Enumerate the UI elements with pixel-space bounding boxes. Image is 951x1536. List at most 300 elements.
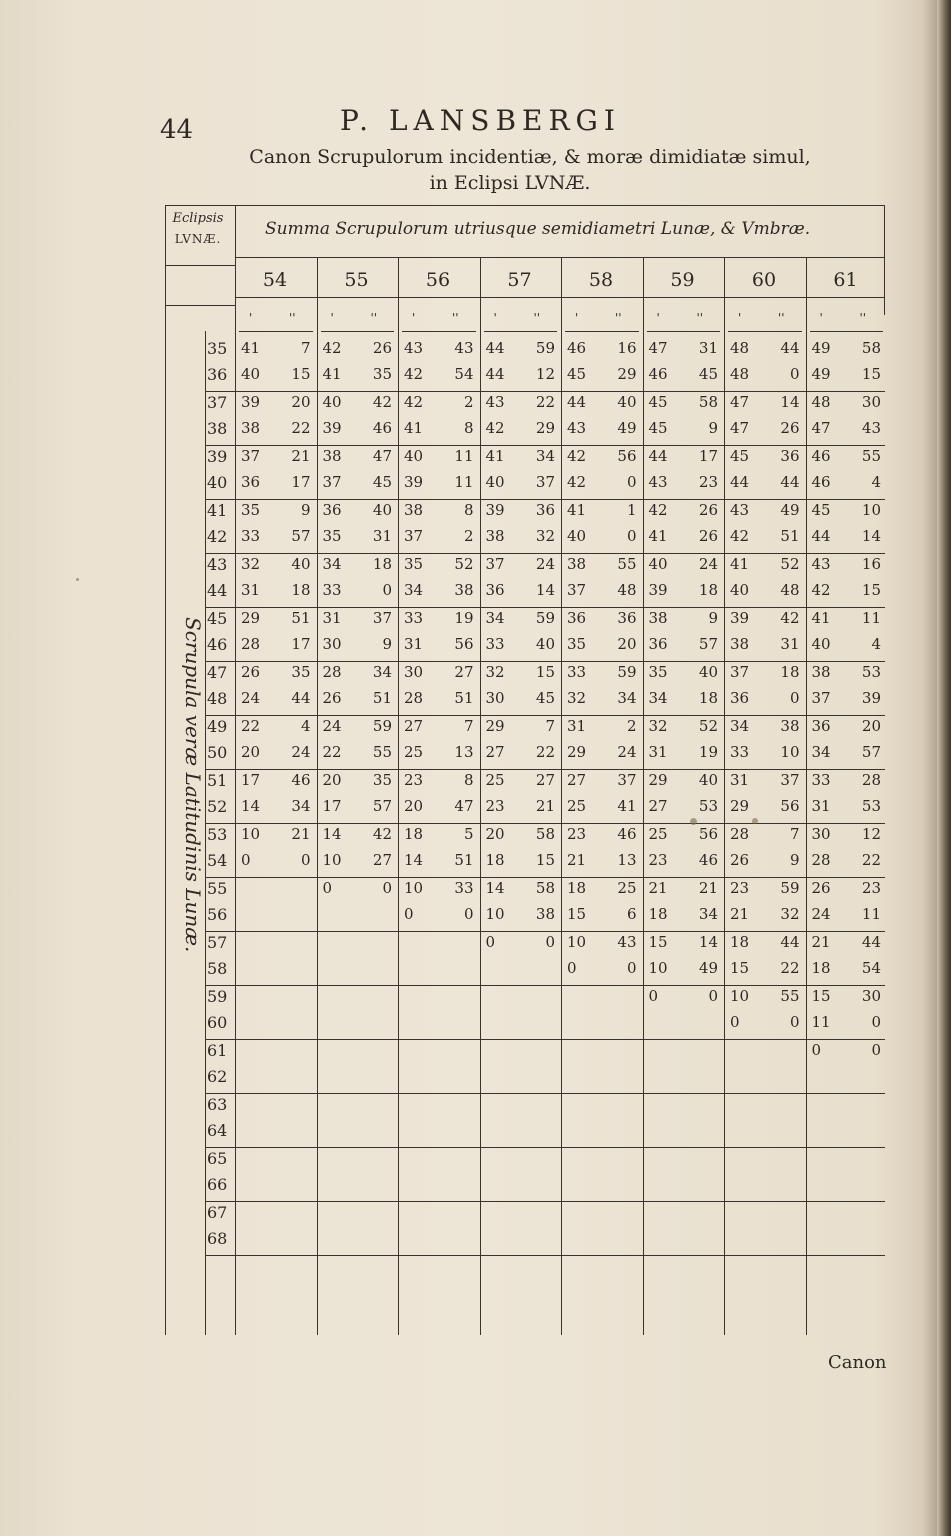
cell-minutes: 36: [322, 501, 342, 519]
cell-minutes: 38: [648, 609, 668, 627]
cell-minutes: 10: [322, 851, 342, 869]
cell-seconds: 59: [780, 879, 800, 897]
cell-seconds: 48: [780, 581, 800, 599]
cell-seconds: 0: [871, 1041, 881, 1059]
cell-seconds: 2: [463, 527, 474, 545]
cell-minutes: 36: [567, 609, 587, 627]
cell-seconds: 9: [708, 419, 718, 437]
cell-seconds: 55: [861, 447, 881, 465]
cell-minutes: 46: [811, 447, 831, 465]
cell-minutes: 23: [485, 797, 505, 815]
cell-seconds: 14: [535, 581, 555, 599]
cell-seconds: 44: [780, 339, 800, 357]
cell-seconds: 37: [617, 771, 637, 789]
cell-minutes: 38: [567, 555, 587, 573]
cell-minutes: 31: [730, 771, 750, 789]
cell-seconds: 21: [291, 825, 311, 843]
canon-table: [165, 205, 885, 1335]
row-label: 63: [207, 1095, 228, 1114]
cell-seconds: 30: [861, 393, 881, 411]
cell-seconds: 4: [871, 635, 881, 653]
cell-seconds: 15: [291, 365, 311, 383]
cell-minutes: 42: [811, 581, 831, 599]
cell-minutes: 40: [485, 473, 505, 491]
cell-minutes: 43: [485, 393, 505, 411]
cell-minutes: 0: [811, 1041, 822, 1059]
cell-seconds: 15: [861, 581, 881, 599]
cell-minutes: 48: [730, 365, 750, 383]
cell-seconds: 22: [861, 851, 881, 869]
rule-row-pair-num: [205, 823, 235, 824]
cell-minutes: 29: [730, 797, 750, 815]
cell-seconds: 31: [372, 527, 392, 545]
corner-label-line-2: LVNÆ.: [174, 232, 222, 246]
rule-unit: [565, 331, 639, 332]
cell-seconds: 55: [372, 743, 392, 761]
rule-row-pair: [235, 985, 885, 986]
cell-minutes: 33: [811, 771, 831, 789]
cell-minutes: 37: [241, 447, 261, 465]
cell-seconds: 22: [535, 393, 555, 411]
cell-minutes: 27: [567, 771, 587, 789]
cell-seconds: 0: [626, 959, 637, 977]
cell-seconds: 23: [861, 879, 881, 897]
cell-seconds: 56: [698, 825, 718, 843]
cell-minutes: 40: [730, 581, 750, 599]
cell-seconds: 24: [698, 555, 718, 573]
cell-seconds: 29: [535, 419, 555, 437]
cell-seconds: 46: [372, 419, 392, 437]
row-label: 65: [207, 1149, 228, 1168]
cell-minutes: 47: [730, 393, 750, 411]
cell-minutes: 38: [241, 419, 261, 437]
cell-seconds: 40: [698, 663, 718, 681]
cell-minutes: 34: [648, 689, 668, 707]
cell-minutes: 42: [322, 339, 342, 357]
cell-minutes: 44: [485, 339, 505, 357]
cell-minutes: 48: [811, 393, 831, 411]
cell-seconds: 0: [382, 581, 392, 599]
table-title-line-2: in Eclipsi LVNÆ.: [429, 172, 591, 194]
cell-minutes: 15: [567, 905, 587, 923]
cell-seconds: 59: [617, 663, 637, 681]
rule-row-pair: [235, 553, 885, 554]
cell-minutes: 34: [404, 581, 424, 599]
cell-minutes: 23: [567, 825, 587, 843]
row-label: 53: [207, 825, 228, 844]
cell-seconds: 4: [300, 717, 311, 735]
cell-seconds: 26: [698, 527, 718, 545]
rule-corner: [165, 265, 235, 266]
cell-minutes: 44: [648, 447, 668, 465]
cell-minutes: 42: [730, 527, 750, 545]
cell-minutes: 10: [485, 905, 505, 923]
rule-unit: [484, 331, 558, 332]
cell-seconds: 57: [861, 743, 881, 761]
cell-minutes: 29: [485, 717, 505, 735]
cell-seconds: 11: [454, 447, 474, 465]
cell-minutes: 47: [648, 339, 668, 357]
cell-minutes: 14: [322, 825, 342, 843]
unit-minutes: ': [330, 311, 334, 325]
rule-header: [235, 257, 885, 258]
cell-minutes: 31: [241, 581, 261, 599]
cell-minutes: 26: [241, 663, 261, 681]
cell-seconds: 44: [780, 473, 800, 491]
rule-label: [205, 331, 206, 1335]
cell-seconds: 51: [372, 689, 392, 707]
rule-row-pair-num: [205, 661, 235, 662]
cell-seconds: 1: [626, 501, 637, 519]
cell-seconds: 0: [871, 1013, 881, 1031]
cell-seconds: 38: [535, 905, 555, 923]
cell-minutes: 20: [485, 825, 505, 843]
cell-seconds: 19: [698, 743, 718, 761]
rule-column: [561, 257, 562, 1335]
rule-row-pair: [235, 823, 885, 824]
column-header: 55: [344, 269, 369, 291]
rule-row-pair: [235, 607, 885, 608]
cell-seconds: 53: [861, 663, 881, 681]
row-label: 48: [207, 689, 228, 708]
cell-minutes: 37: [730, 663, 750, 681]
cell-minutes: 40: [241, 365, 261, 383]
rule-row-pair-num: [205, 769, 235, 770]
unit-seconds: '': [370, 311, 378, 325]
cell-minutes: 15: [730, 959, 750, 977]
rule-rownum: [235, 205, 236, 1335]
cell-seconds: 24: [617, 743, 637, 761]
cell-minutes: 31: [648, 743, 668, 761]
cell-seconds: 22: [291, 419, 311, 437]
cell-minutes: 32: [648, 717, 668, 735]
cell-seconds: 7: [300, 339, 311, 357]
cell-minutes: 38: [811, 663, 831, 681]
cell-minutes: 23: [648, 851, 668, 869]
row-label: 46: [207, 635, 228, 654]
cell-minutes: 39: [404, 473, 424, 491]
row-label: 49: [207, 717, 228, 736]
cell-seconds: 56: [780, 797, 800, 815]
cell-minutes: 18: [730, 933, 750, 951]
cell-seconds: 58: [535, 879, 555, 897]
cell-seconds: 51: [454, 851, 474, 869]
cell-seconds: 4: [871, 473, 881, 491]
cell-minutes: 0: [648, 987, 659, 1005]
cell-minutes: 29: [648, 771, 668, 789]
cell-seconds: 17: [291, 473, 311, 491]
rule-corner-2: [165, 305, 235, 306]
row-label: 35: [207, 339, 228, 358]
row-label: 41: [207, 501, 228, 520]
cell-seconds: 2: [626, 717, 637, 735]
cell-seconds: 34: [617, 689, 637, 707]
cell-minutes: 43: [567, 419, 587, 437]
cell-seconds: 51: [780, 527, 800, 545]
rule-row-pair: [235, 1147, 885, 1148]
cell-seconds: 18: [698, 581, 718, 599]
column-header: 60: [751, 269, 777, 291]
row-label: 50: [207, 743, 228, 762]
row-label: 45: [207, 609, 228, 628]
unit-seconds: '': [778, 311, 785, 325]
cell-minutes: 35: [241, 501, 261, 519]
cell-seconds: 6: [626, 905, 637, 923]
cell-seconds: 55: [780, 987, 800, 1005]
cell-seconds: 34: [372, 663, 392, 681]
row-label: 37: [207, 393, 228, 412]
rule-row-pair-num: [205, 985, 235, 986]
cell-minutes: 45: [648, 393, 668, 411]
rule-row-pair: [235, 877, 885, 878]
cell-minutes: 25: [648, 825, 668, 843]
cell-seconds: 0: [626, 473, 637, 491]
rule-colhead: [235, 297, 885, 298]
cell-minutes: 20: [404, 797, 424, 815]
cell-seconds: 59: [372, 717, 392, 735]
cell-seconds: 18: [780, 663, 800, 681]
cell-seconds: 57: [372, 797, 392, 815]
row-label: 52: [207, 797, 228, 816]
cell-minutes: 0: [404, 905, 414, 923]
row-label: 54: [207, 851, 228, 870]
row-label: 42: [207, 527, 228, 546]
row-label: 51: [207, 771, 228, 790]
column-header: 59: [670, 269, 695, 291]
rule-row-pair-num: [205, 445, 235, 446]
catchword: Canon: [828, 1352, 887, 1373]
cell-seconds: 23: [698, 473, 718, 491]
cell-seconds: 0: [708, 987, 718, 1005]
cell-minutes: 36: [241, 473, 261, 491]
cell-minutes: 34: [730, 717, 750, 735]
cell-minutes: 0: [485, 933, 496, 951]
unit-minutes: ': [738, 311, 742, 325]
cell-minutes: 37: [811, 689, 831, 707]
cell-seconds: 40: [698, 771, 718, 789]
cell-seconds: 46: [291, 771, 311, 789]
cell-minutes: 40: [404, 447, 424, 465]
ink-spot: [752, 818, 758, 824]
cell-minutes: 27: [485, 743, 505, 761]
cell-seconds: 58: [698, 393, 718, 411]
row-axis-label: Scrupula veræ Latitudinis Lunæ.: [181, 617, 205, 953]
cell-minutes: 21: [567, 851, 587, 869]
cell-seconds: 53: [861, 797, 881, 815]
cell-seconds: 43: [617, 933, 637, 951]
rule-row-pair-num: [205, 553, 235, 554]
cell-seconds: 36: [780, 447, 800, 465]
cell-seconds: 14: [780, 393, 800, 411]
cell-seconds: 32: [780, 905, 800, 923]
cell-minutes: 18: [648, 905, 668, 923]
cell-seconds: 45: [698, 365, 718, 383]
cell-minutes: 33: [730, 743, 750, 761]
cell-minutes: 38: [485, 527, 505, 545]
cell-seconds: 18: [698, 689, 718, 707]
cell-seconds: 14: [698, 933, 718, 951]
cell-minutes: 39: [241, 393, 261, 411]
cell-seconds: 40: [535, 635, 555, 653]
cell-seconds: 54: [861, 959, 881, 977]
cell-minutes: 33: [322, 581, 342, 599]
rule-row-pair: [235, 1093, 885, 1094]
rule-row-pair-num: [205, 1201, 235, 1202]
cell-seconds: 28: [861, 771, 881, 789]
cell-seconds: 59: [535, 339, 555, 357]
cell-minutes: 40: [567, 527, 587, 545]
cell-seconds: 55: [617, 555, 637, 573]
rule-unit: [321, 331, 395, 332]
cell-seconds: 20: [861, 717, 881, 735]
cell-seconds: 11: [861, 609, 881, 627]
page-number: 44: [160, 115, 194, 145]
rule-row-pair: [235, 1039, 885, 1040]
cell-minutes: 21: [730, 905, 750, 923]
cell-seconds: 51: [291, 609, 311, 627]
cell-seconds: 5: [463, 825, 474, 843]
cell-seconds: 38: [454, 581, 474, 599]
cell-minutes: 28: [730, 825, 750, 843]
cell-minutes: 41: [567, 501, 587, 519]
cell-seconds: 42: [372, 393, 392, 411]
cell-seconds: 22: [780, 959, 800, 977]
cell-seconds: 0: [789, 689, 800, 707]
cell-minutes: 44: [567, 393, 587, 411]
cell-minutes: 37: [567, 581, 587, 599]
cell-minutes: 42: [567, 447, 587, 465]
cell-minutes: 47: [730, 419, 750, 437]
column-header: 61: [833, 269, 858, 291]
cell-seconds: 49: [780, 501, 800, 519]
unit-seconds: '': [289, 311, 296, 325]
cell-minutes: 41: [485, 447, 505, 465]
corner-label-line-1: Eclipsis: [172, 211, 224, 226]
cell-minutes: 36: [648, 635, 668, 653]
cell-seconds: 16: [617, 339, 637, 357]
cell-seconds: 21: [698, 879, 718, 897]
rule-right: [884, 205, 885, 315]
cell-minutes: 28: [811, 851, 831, 869]
rule-row-pair-num: [205, 1039, 235, 1040]
cell-minutes: 31: [322, 609, 342, 627]
rule-row-pair: [235, 715, 885, 716]
rule-column: [724, 257, 725, 1335]
row-label: 36: [207, 365, 228, 384]
cell-minutes: 45: [567, 365, 587, 383]
cell-minutes: 20: [322, 771, 342, 789]
cell-seconds: 27: [535, 771, 555, 789]
cell-minutes: 25: [404, 743, 424, 761]
cell-seconds: 35: [291, 663, 311, 681]
cell-seconds: 8: [463, 419, 474, 437]
cell-seconds: 44: [861, 933, 881, 951]
cell-seconds: 34: [535, 447, 555, 465]
cell-minutes: 37: [404, 527, 424, 545]
unit-minutes: ': [412, 311, 416, 325]
cell-minutes: 33: [241, 527, 261, 545]
rule-row-pair-num: [205, 1147, 235, 1148]
cell-minutes: 36: [730, 689, 750, 707]
rule-row-pair: [235, 661, 885, 662]
row-label: 68: [207, 1229, 228, 1248]
cell-seconds: 59: [535, 609, 555, 627]
cell-seconds: 45: [535, 689, 555, 707]
cell-minutes: 43: [648, 473, 668, 491]
cell-seconds: 52: [454, 555, 474, 573]
cell-minutes: 42: [567, 473, 587, 491]
cell-minutes: 39: [730, 609, 750, 627]
cell-seconds: 11: [861, 905, 881, 923]
cell-minutes: 20: [241, 743, 261, 761]
cell-minutes: 48: [730, 339, 750, 357]
cell-seconds: 53: [698, 797, 718, 815]
cell-minutes: 24: [241, 689, 261, 707]
cell-seconds: 37: [372, 609, 392, 627]
cell-minutes: 22: [241, 717, 261, 735]
row-label: 66: [207, 1175, 228, 1194]
page-edge: [937, 0, 951, 1536]
cell-seconds: 29: [617, 365, 637, 383]
row-label: 40: [207, 473, 228, 492]
cell-minutes: 36: [485, 581, 505, 599]
rule-unit: [402, 331, 476, 332]
cell-minutes: 30: [811, 825, 831, 843]
rule-column: [480, 257, 481, 1335]
rule-row-pair: [235, 931, 885, 932]
row-label: 38: [207, 419, 228, 438]
rule-row-pair: [235, 769, 885, 770]
row-label: 60: [207, 1013, 228, 1032]
cell-minutes: 41: [648, 527, 668, 545]
cell-seconds: 13: [617, 851, 637, 869]
cell-minutes: 10: [730, 987, 750, 1005]
cell-seconds: 32: [535, 527, 555, 545]
cell-minutes: 26: [811, 879, 831, 897]
cell-seconds: 24: [535, 555, 555, 573]
cell-minutes: 35: [648, 663, 668, 681]
cell-minutes: 30: [485, 689, 505, 707]
cell-minutes: 18: [404, 825, 424, 843]
unit-minutes: ': [249, 311, 253, 325]
column-header: 54: [262, 269, 288, 291]
cell-minutes: 24: [811, 905, 831, 923]
cell-minutes: 40: [322, 393, 342, 411]
cell-seconds: 44: [780, 933, 800, 951]
cell-seconds: 10: [780, 743, 800, 761]
row-label: 67: [207, 1203, 228, 1222]
cell-minutes: 14: [241, 797, 261, 815]
unit-minutes: ': [819, 311, 823, 325]
cell-seconds: 36: [617, 609, 637, 627]
cell-seconds: 31: [698, 339, 718, 357]
cell-minutes: 25: [567, 797, 587, 815]
rule-row-pair-num: [205, 391, 235, 392]
rule-row-pair-num: [205, 715, 235, 716]
cell-minutes: 10: [404, 879, 424, 897]
cell-minutes: 27: [648, 797, 668, 815]
cell-minutes: 45: [730, 447, 750, 465]
cell-minutes: 10: [648, 959, 668, 977]
cell-seconds: 0: [382, 879, 392, 897]
cell-seconds: 26: [698, 501, 718, 519]
unit-minutes: ': [656, 311, 660, 325]
cell-seconds: 58: [535, 825, 555, 843]
unit-seconds: '': [533, 311, 541, 325]
row-label: 61: [207, 1041, 228, 1060]
cell-seconds: 45: [372, 473, 392, 491]
cell-seconds: 27: [454, 663, 474, 681]
